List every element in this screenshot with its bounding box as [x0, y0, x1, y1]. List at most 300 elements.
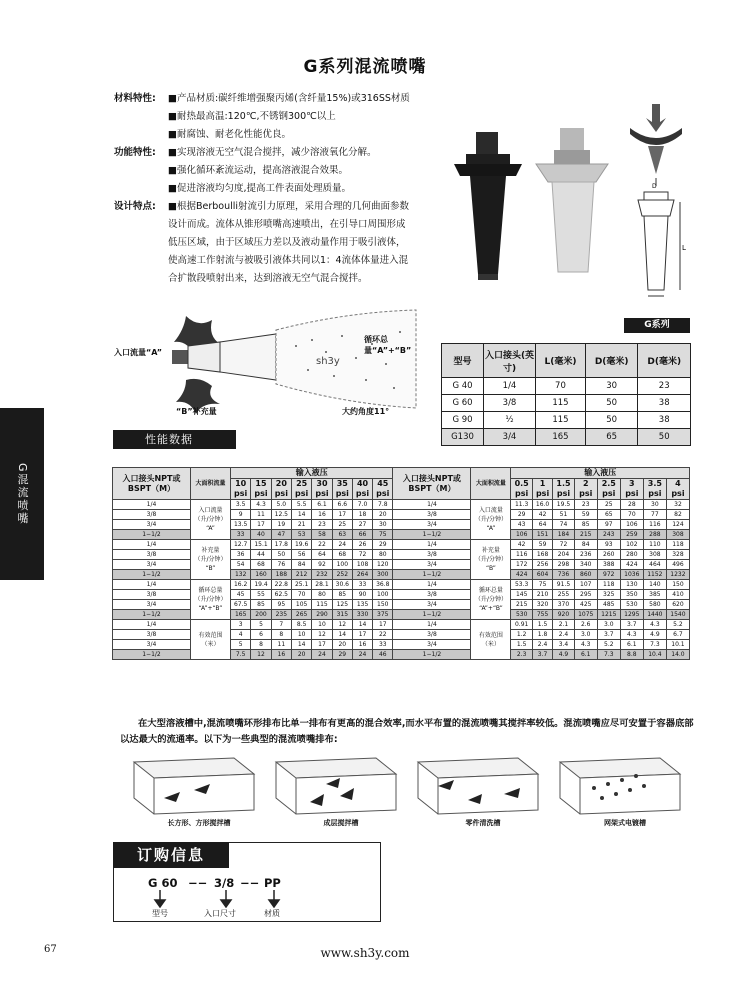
table-cell: 5.0 — [271, 500, 291, 510]
table-cell: 45 — [231, 590, 251, 600]
table-cell: 580 — [643, 600, 666, 610]
table-cell: 75 — [532, 580, 552, 590]
model-cell: 165 — [536, 429, 586, 446]
table-cell: 1/4 — [113, 620, 191, 630]
table-cell: 29 — [332, 650, 352, 660]
tank-caption: 网架式电镀槽 — [604, 819, 646, 827]
table-cell: 755 — [532, 610, 552, 620]
tank-illustrations — [124, 750, 699, 820]
tank-rectangular — [134, 758, 254, 814]
table-cell: 150 — [373, 600, 393, 610]
table-cell: 33 — [231, 530, 251, 540]
table-cell: 160 — [251, 570, 271, 580]
table-cell: 265 — [291, 610, 311, 620]
table-cell: 530 — [511, 610, 532, 620]
table-cell: 295 — [574, 590, 597, 600]
table-cell: 1075 — [574, 610, 597, 620]
table-cell: 22 — [312, 540, 332, 550]
psi-header: 4 psi — [666, 479, 689, 500]
table-cell: 6 — [251, 630, 271, 640]
psi-header: 35 psi — [332, 479, 352, 500]
order-arrows — [150, 890, 290, 908]
table-cell: 85 — [574, 520, 597, 530]
table-cell: 1.5 — [532, 620, 552, 630]
table-cell: 350 — [620, 590, 643, 600]
table-cell: 7 — [271, 620, 291, 630]
table-cell: 1/4 — [393, 620, 471, 630]
table-cell: 14 — [291, 510, 311, 520]
table-cell: 385 — [643, 590, 666, 600]
table-cell: 132 — [231, 570, 251, 580]
table-cell: 105 — [291, 600, 311, 610]
table-cell: 28 — [620, 500, 643, 510]
table-cell: 17 — [312, 640, 332, 650]
table-cell: 124 — [666, 520, 689, 530]
table-cell: 3.7 — [597, 630, 620, 640]
table-cell: 145 — [511, 590, 532, 600]
table-cell: 43 — [511, 520, 532, 530]
table-cell: 1152 — [643, 570, 666, 580]
table-cell: 12 — [312, 630, 332, 640]
table-cell: 82 — [666, 510, 689, 520]
order-title: 订购信息 — [113, 842, 229, 868]
table-cell: 80 — [373, 550, 393, 560]
table-cell: 1440 — [643, 610, 666, 620]
table-cell: 14 — [291, 640, 311, 650]
model-row — [442, 395, 691, 412]
table-cell: 1−1/2 — [113, 570, 191, 580]
spec-line: 功能特性: ■实现溶液无空气混合搅拌，减少溶液氧化分解。 — [114, 147, 377, 158]
table-cell: 9 — [231, 510, 251, 520]
table-cell: 74 — [553, 520, 574, 530]
table-cell: 2.1 — [553, 620, 574, 630]
table-cell: 30.6 — [332, 580, 352, 590]
spec-line: ■耐热最高温:120℃,不锈钢300℃以上 — [168, 111, 336, 122]
table-cell: 3/4 — [113, 560, 191, 570]
tank-caption: 零件清洗槽 — [465, 819, 501, 827]
g-series-label: G系列 — [624, 318, 690, 333]
table-cell: 308 — [666, 530, 689, 540]
model-cell: 38 — [638, 412, 691, 429]
table-cell: 920 — [553, 610, 574, 620]
model-cell: 1/4 — [484, 378, 536, 395]
table-cell: 4.3 — [620, 630, 643, 640]
pressure-header-right: 输入液压 — [511, 468, 690, 479]
table-cell: 340 — [574, 560, 597, 570]
table-cell: 76 — [271, 560, 291, 570]
table-cell: 44 — [251, 550, 271, 560]
model-cell: 65 — [585, 429, 638, 446]
table-cell: 280 — [620, 550, 643, 560]
table-cell: 32 — [666, 500, 689, 510]
model-row — [442, 412, 691, 429]
table-cell: 66 — [352, 530, 372, 540]
table-cell: 4.9 — [553, 650, 574, 660]
table-cell: 28.1 — [312, 580, 332, 590]
psi-header: 1.5 psi — [553, 479, 574, 500]
table-cell: 3.4 — [553, 640, 574, 650]
table-cell: 168 — [532, 550, 552, 560]
table-cell: 23 — [312, 520, 332, 530]
label-model: 型号 — [152, 909, 168, 918]
table-cell: 36.8 — [373, 580, 393, 590]
table-cell: 36 — [231, 550, 251, 560]
table-cell: 7.0 — [352, 500, 372, 510]
table-cell: 6.1 — [620, 640, 643, 650]
table-cell: 2.3 — [511, 650, 532, 660]
table-cell: 315 — [332, 610, 352, 620]
table-cell: 3.0 — [574, 630, 597, 640]
table-cell: 1−1/2 — [393, 570, 471, 580]
flow-header-right: 大面积流量 — [471, 468, 511, 500]
code-material: PP — [264, 876, 281, 890]
table-cell: 259 — [620, 530, 643, 540]
table-cell: 7.3 — [643, 640, 666, 650]
table-cell: 20 — [332, 640, 352, 650]
table-cell: 62.5 — [271, 590, 291, 600]
table-cell: 10 — [312, 620, 332, 630]
table-cell: 464 — [643, 560, 666, 570]
table-cell: 328 — [666, 550, 689, 560]
table-cell: 19 — [271, 520, 291, 530]
circulation-label: 循环总量“A”+“B” — [364, 335, 412, 355]
table-cell: 115 — [312, 600, 332, 610]
model-cell: G 60 — [442, 395, 484, 412]
table-cell: 1036 — [620, 570, 643, 580]
table-cell: 3/4 — [393, 560, 471, 570]
table-cell: 47 — [271, 530, 291, 540]
table-cell: 210 — [532, 590, 552, 600]
table-cell: 1−1/2 — [113, 610, 191, 620]
table-cell: 330 — [352, 610, 372, 620]
model-cell: G 90 — [442, 412, 484, 429]
table-cell: 288 — [643, 530, 666, 540]
table-cell: 5 — [231, 640, 251, 650]
supplement-label: “B”补充量 — [176, 407, 217, 416]
table-cell: 1/4 — [113, 500, 191, 510]
model-cell: 115 — [536, 395, 586, 412]
table-cell: 1−1/2 — [113, 530, 191, 540]
table-cell: 19.4 — [251, 580, 271, 590]
label-material: 材质 — [264, 909, 280, 918]
spec-line: 材料特性: ■产品材质:碳纤维增强聚丙烯(含纤量15%)或316SS材质 — [114, 93, 410, 104]
table-cell: 200 — [251, 610, 271, 620]
table-cell: 172 — [511, 560, 532, 570]
table-cell: 22.8 — [271, 580, 291, 590]
table-cell: 24 — [352, 650, 372, 660]
table-cell: 1.2 — [511, 630, 532, 640]
tank-caption: 成层搅拌槽 — [323, 819, 359, 827]
table-cell: 320 — [532, 600, 552, 610]
table-cell: 140 — [643, 580, 666, 590]
psi-header: 2.5 psi — [597, 479, 620, 500]
table-cell: 108 — [352, 560, 372, 570]
table-cell: 0.91 — [511, 620, 532, 630]
table-cell: 13.5 — [231, 520, 251, 530]
psi-header: 3.5 psi — [643, 479, 666, 500]
inlet-label: 入口流量“A” — [114, 348, 162, 357]
table-cell: 18 — [352, 510, 372, 520]
table-cell: 16.2 — [231, 580, 251, 590]
table-cell: 3/8 — [113, 630, 191, 640]
table-cell: 972 — [597, 570, 620, 580]
table-cell: 68 — [251, 560, 271, 570]
model-cell: 50 — [638, 429, 691, 446]
table-cell: 22 — [373, 630, 393, 640]
table-cell: 604 — [532, 570, 552, 580]
table-cell: 21 — [291, 520, 311, 530]
table-cell: 1232 — [666, 570, 689, 580]
table-cell: 63 — [332, 530, 352, 540]
table-cell: 33 — [352, 580, 372, 590]
psi-header: 25 psi — [291, 479, 311, 500]
flow-group-label: 循环总量 （升/分钟） “A”+“B” — [191, 580, 231, 620]
table-cell: 46 — [373, 650, 393, 660]
table-cell: 3/4 — [113, 520, 191, 530]
table-cell: 25 — [332, 520, 352, 530]
table-cell: 100 — [373, 590, 393, 600]
table-cell: 255 — [553, 590, 574, 600]
flow-group-label: 入口流量 （升/分钟） “A” — [471, 500, 511, 540]
black-nozzle-image — [454, 132, 522, 280]
dim-l-label: L — [682, 244, 686, 252]
table-cell: 12.5 — [271, 510, 291, 520]
table-cell: 24 — [312, 650, 332, 660]
table-row — [113, 620, 690, 630]
performance-table — [112, 467, 690, 660]
model-cell: G130 — [442, 429, 484, 446]
table-cell: 4 — [231, 630, 251, 640]
table-cell: 17 — [373, 620, 393, 630]
table-cell: 184 — [553, 530, 574, 540]
table-cell: 1−1/2 — [393, 650, 471, 660]
spec-line: 低压区域，由于区域压力差以及液动量作用于吸引液体， — [168, 237, 406, 248]
table-cell: 1.8 — [532, 630, 552, 640]
diameter2-header: D(毫米) — [638, 344, 691, 378]
table-cell: 17 — [352, 630, 372, 640]
table-cell: 85 — [251, 600, 271, 610]
pressure-header: 输入液压 — [231, 468, 393, 479]
table-cell: 12 — [251, 650, 271, 660]
table-cell: 85 — [332, 590, 352, 600]
table-cell: 12 — [332, 620, 352, 630]
table-row — [113, 500, 690, 510]
table-cell: 15.1 — [251, 540, 271, 550]
table-cell: 116 — [511, 550, 532, 560]
table-cell: 5.2 — [597, 640, 620, 650]
spec-line: ■促进溶液均匀度,提高工件表面处理质量。 — [168, 183, 352, 194]
table-cell: 3.7 — [620, 620, 643, 630]
table-cell: 72 — [352, 550, 372, 560]
table-cell: 65 — [597, 510, 620, 520]
table-cell: 53 — [291, 530, 311, 540]
table-cell: 84 — [291, 560, 311, 570]
table-cell: 736 — [553, 570, 574, 580]
model-cell: 3/4 — [484, 429, 536, 446]
table-cell: 50 — [271, 550, 291, 560]
table-cell: 3/4 — [393, 600, 471, 610]
table-cell: 68 — [332, 550, 352, 560]
table-cell: 260 — [597, 550, 620, 560]
table-cell: 19.6 — [291, 540, 311, 550]
table-cell: 3/8 — [113, 550, 191, 560]
psi-header: 0.5 psi — [511, 479, 532, 500]
table-cell: 252 — [332, 570, 352, 580]
table-cell: 2.6 — [574, 620, 597, 630]
table-cell: 264 — [352, 570, 372, 580]
table-cell: 10 — [291, 630, 311, 640]
table-cell: 11 — [271, 640, 291, 650]
model-table — [441, 343, 691, 446]
table-cell: 17 — [332, 510, 352, 520]
table-cell: 3 — [231, 620, 251, 630]
table-cell: 3/4 — [113, 600, 191, 610]
table-cell: 1295 — [620, 610, 643, 620]
table-cell: 3/8 — [393, 550, 471, 560]
table-cell: 3/8 — [393, 630, 471, 640]
inlet-thread — [172, 350, 188, 364]
psi-header: 3 psi — [620, 479, 643, 500]
table-cell: 24 — [332, 540, 352, 550]
spec-line: 合扩散段喷射出来，达到溶液无空气混合搅拌。 — [168, 273, 368, 284]
table-cell: 64 — [532, 520, 552, 530]
length-header: L(毫米) — [536, 344, 586, 378]
table-cell: 243 — [597, 530, 620, 540]
table-cell: 77 — [643, 510, 666, 520]
psi-header: 40 psi — [352, 479, 372, 500]
g-series-drawing — [624, 100, 694, 320]
page-number: 67 — [44, 944, 57, 955]
table-cell: 25 — [597, 500, 620, 510]
model-cell: 3/8 — [484, 395, 536, 412]
table-cell: 485 — [597, 600, 620, 610]
table-cell: 370 — [553, 600, 574, 610]
table-cell: 1/4 — [393, 540, 471, 550]
table-cell: 1540 — [666, 610, 689, 620]
table-cell: 70 — [620, 510, 643, 520]
nozzle-photos — [436, 124, 636, 284]
table-cell: 3.7 — [532, 650, 552, 660]
table-cell: 106 — [620, 520, 643, 530]
model-cell: 50 — [585, 412, 638, 429]
watermark: sh3y — [316, 356, 340, 367]
code-size: 3/8 — [214, 876, 235, 890]
table-cell: 11 — [251, 510, 271, 520]
flow-group-label: 入口流量 （升/分钟） “A” — [191, 500, 231, 540]
table-cell: 425 — [574, 600, 597, 610]
table-cell: 10.4 — [643, 650, 666, 660]
model-cell: 38 — [638, 395, 691, 412]
model-header: 型号 — [442, 344, 484, 378]
size-header: 入口接头NPT或BSPT（M） — [113, 468, 191, 500]
table-cell: 6.1 — [574, 650, 597, 660]
table-cell: 19.5 — [553, 500, 574, 510]
flow-group-label: 循环总量 （升/分钟） “A”+“B” — [471, 580, 511, 620]
table-cell: 215 — [574, 530, 597, 540]
model-row — [442, 378, 691, 395]
table-cell: 16 — [271, 650, 291, 660]
spec-line: 使高速工作射流与被吸引液体共同以1：4流体体量进入混 — [168, 255, 409, 266]
psi-header: 2 psi — [574, 479, 597, 500]
table-cell: 212 — [291, 570, 311, 580]
table-cell: 8.5 — [291, 620, 311, 630]
table-cell: 95 — [271, 600, 291, 610]
psi-header: 15 psi — [251, 479, 271, 500]
table-cell: 298 — [553, 560, 574, 570]
table-cell: 118 — [666, 540, 689, 550]
inlet-header: 入口接头(英寸) — [484, 344, 536, 378]
table-cell: 1/4 — [113, 580, 191, 590]
table-cell: 8.8 — [620, 650, 643, 660]
table-cell: 3/8 — [113, 590, 191, 600]
table-cell: 93 — [597, 540, 620, 550]
table-cell: 67.5 — [231, 600, 251, 610]
table-cell: 530 — [620, 600, 643, 610]
table-cell: 235 — [271, 610, 291, 620]
table-cell: 232 — [312, 570, 332, 580]
table-cell: 4.3 — [574, 640, 597, 650]
table-cell: 40 — [251, 530, 271, 540]
table-cell: 1−1/2 — [393, 610, 471, 620]
table-row — [113, 540, 690, 550]
psi-header: 30 psi — [312, 479, 332, 500]
table-cell: 325 — [597, 590, 620, 600]
table-cell: 59 — [532, 540, 552, 550]
tank-parts-cleaning — [418, 758, 538, 814]
table-cell: 30 — [643, 500, 666, 510]
table-cell: 5.2 — [666, 620, 689, 630]
table-cell: 58 — [312, 530, 332, 540]
table-cell: 56 — [291, 550, 311, 560]
table-cell: 135 — [352, 600, 372, 610]
table-cell: 6.6 — [332, 500, 352, 510]
spec-line: 设计特点: ■根据Berboulli射流引力原理，采用合理的几何曲面参数 — [114, 201, 410, 212]
table-cell: 14 — [352, 620, 372, 630]
table-cell: 4.3 — [643, 620, 666, 630]
table-cell: 3/4 — [393, 640, 471, 650]
flow-group-label: 补充量 （升/分钟） “B” — [191, 540, 231, 580]
table-cell: 300 — [373, 570, 393, 580]
steel-nozzle-image — [536, 128, 608, 272]
table-cell: 53.3 — [511, 580, 532, 590]
flow-group-label: 有效范围 （米） — [471, 620, 511, 660]
table-cell: 17.8 — [271, 540, 291, 550]
diameter-header: D(毫米) — [585, 344, 638, 378]
table-cell: 6.1 — [312, 500, 332, 510]
spec-line: 设计而成。流体从锥形喷嘴高速喷出，在引导口周围形成 — [168, 219, 406, 230]
table-cell: 55 — [251, 590, 271, 600]
table-cell: 91.5 — [553, 580, 574, 590]
table-cell: 29 — [511, 510, 532, 520]
table-cell: 118 — [597, 580, 620, 590]
table-cell: 375 — [373, 610, 393, 620]
model-cell: 70 — [536, 378, 586, 395]
table-cell: 236 — [574, 550, 597, 560]
table-cell: 100 — [332, 560, 352, 570]
table-cell: 120 — [373, 560, 393, 570]
table-cell: 23 — [574, 500, 597, 510]
table-cell: 84 — [574, 540, 597, 550]
table-cell: 2.4 — [532, 640, 552, 650]
table-cell: 42 — [511, 540, 532, 550]
website: www.sh3y.com — [320, 946, 410, 960]
table-cell: 125 — [332, 600, 352, 610]
table-cell: 860 — [574, 570, 597, 580]
table-cell: 75 — [373, 530, 393, 540]
table-cell: 16 — [352, 640, 372, 650]
spec-line: ■耐腐蚀、耐老化性能优良。 — [168, 129, 291, 140]
table-cell: 151 — [532, 530, 552, 540]
